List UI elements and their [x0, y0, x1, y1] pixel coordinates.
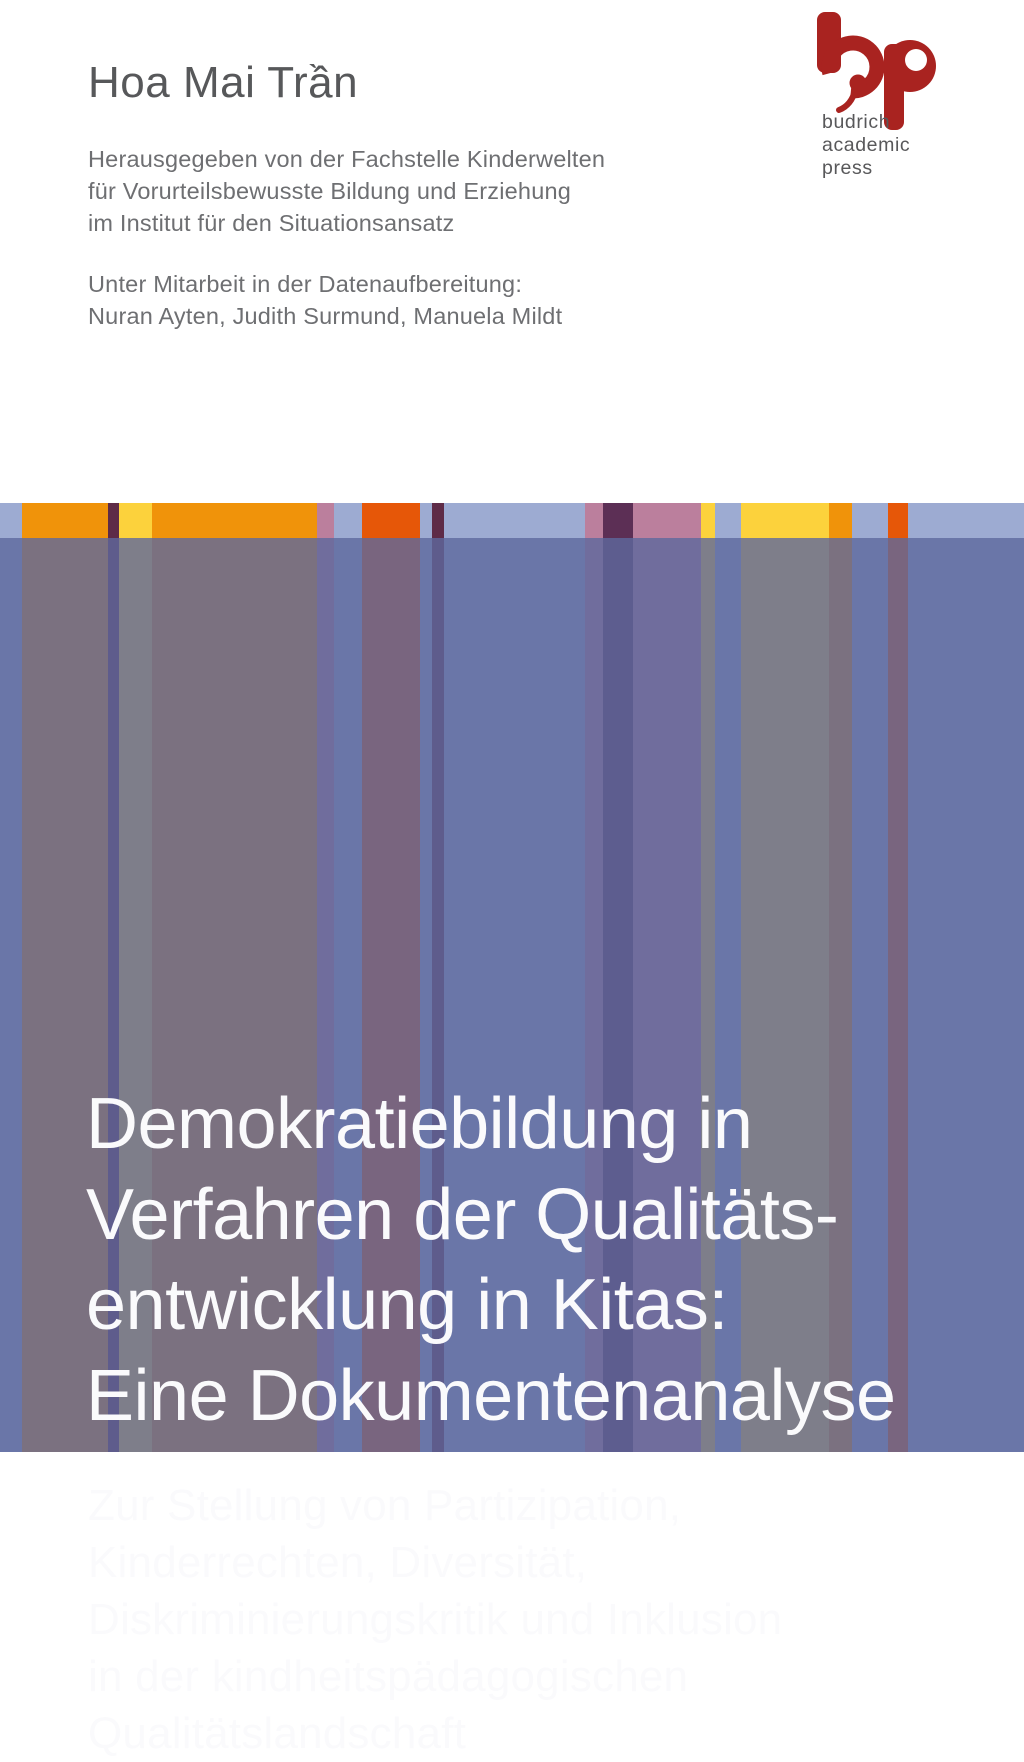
publisher-name-line2: academic press: [822, 134, 911, 179]
cover-art: [0, 503, 1024, 1758]
editor-note-line: Herausgegeben von der Fachstelle Kinderwelten: [88, 146, 606, 172]
book-title-line: entwicklung in Kitas:: [86, 1265, 728, 1345]
collaboration-note: [88, 268, 562, 332]
book-subtitle: [88, 1477, 782, 1762]
book-title-line: Verfahren der Qualitäts-: [86, 1174, 839, 1255]
book-subtitle-line: in der kindheitspädagogischen: [88, 1652, 689, 1701]
book-subtitle-line: Diskriminierungskritik und Inklusion: [88, 1595, 783, 1644]
collaboration-note-line: Unter Mitarbeit in der Datenaufbereitung:: [88, 271, 523, 297]
collaboration-note-line: Nuran Ayten, Judith Surmund, Manuela Mildt: [88, 303, 563, 329]
editor-note-line: für Vorurteilsbewusste Bildung und Erziehung: [88, 178, 571, 204]
author-name: Hoa Mai Trần: [88, 58, 359, 107]
editor-note: [88, 143, 605, 239]
publisher-name-line1: budrich: [822, 111, 891, 133]
book-subtitle-line: Qualitätslandschaft: [88, 1709, 467, 1758]
book-title-line: Eine Dokumentenanalyse: [86, 1355, 896, 1436]
editor-note-line: im Institut für den Situationsansatz: [88, 210, 455, 236]
publisher-logo: [815, 10, 943, 179]
book-subtitle-line: Kinderrechten, Diversität,: [88, 1538, 588, 1587]
book-title: [86, 1079, 896, 1441]
book-subtitle-line: Zur Stellung von Partizipation,: [88, 1481, 682, 1530]
book-title-line: Demokratiebildung in: [86, 1084, 753, 1164]
